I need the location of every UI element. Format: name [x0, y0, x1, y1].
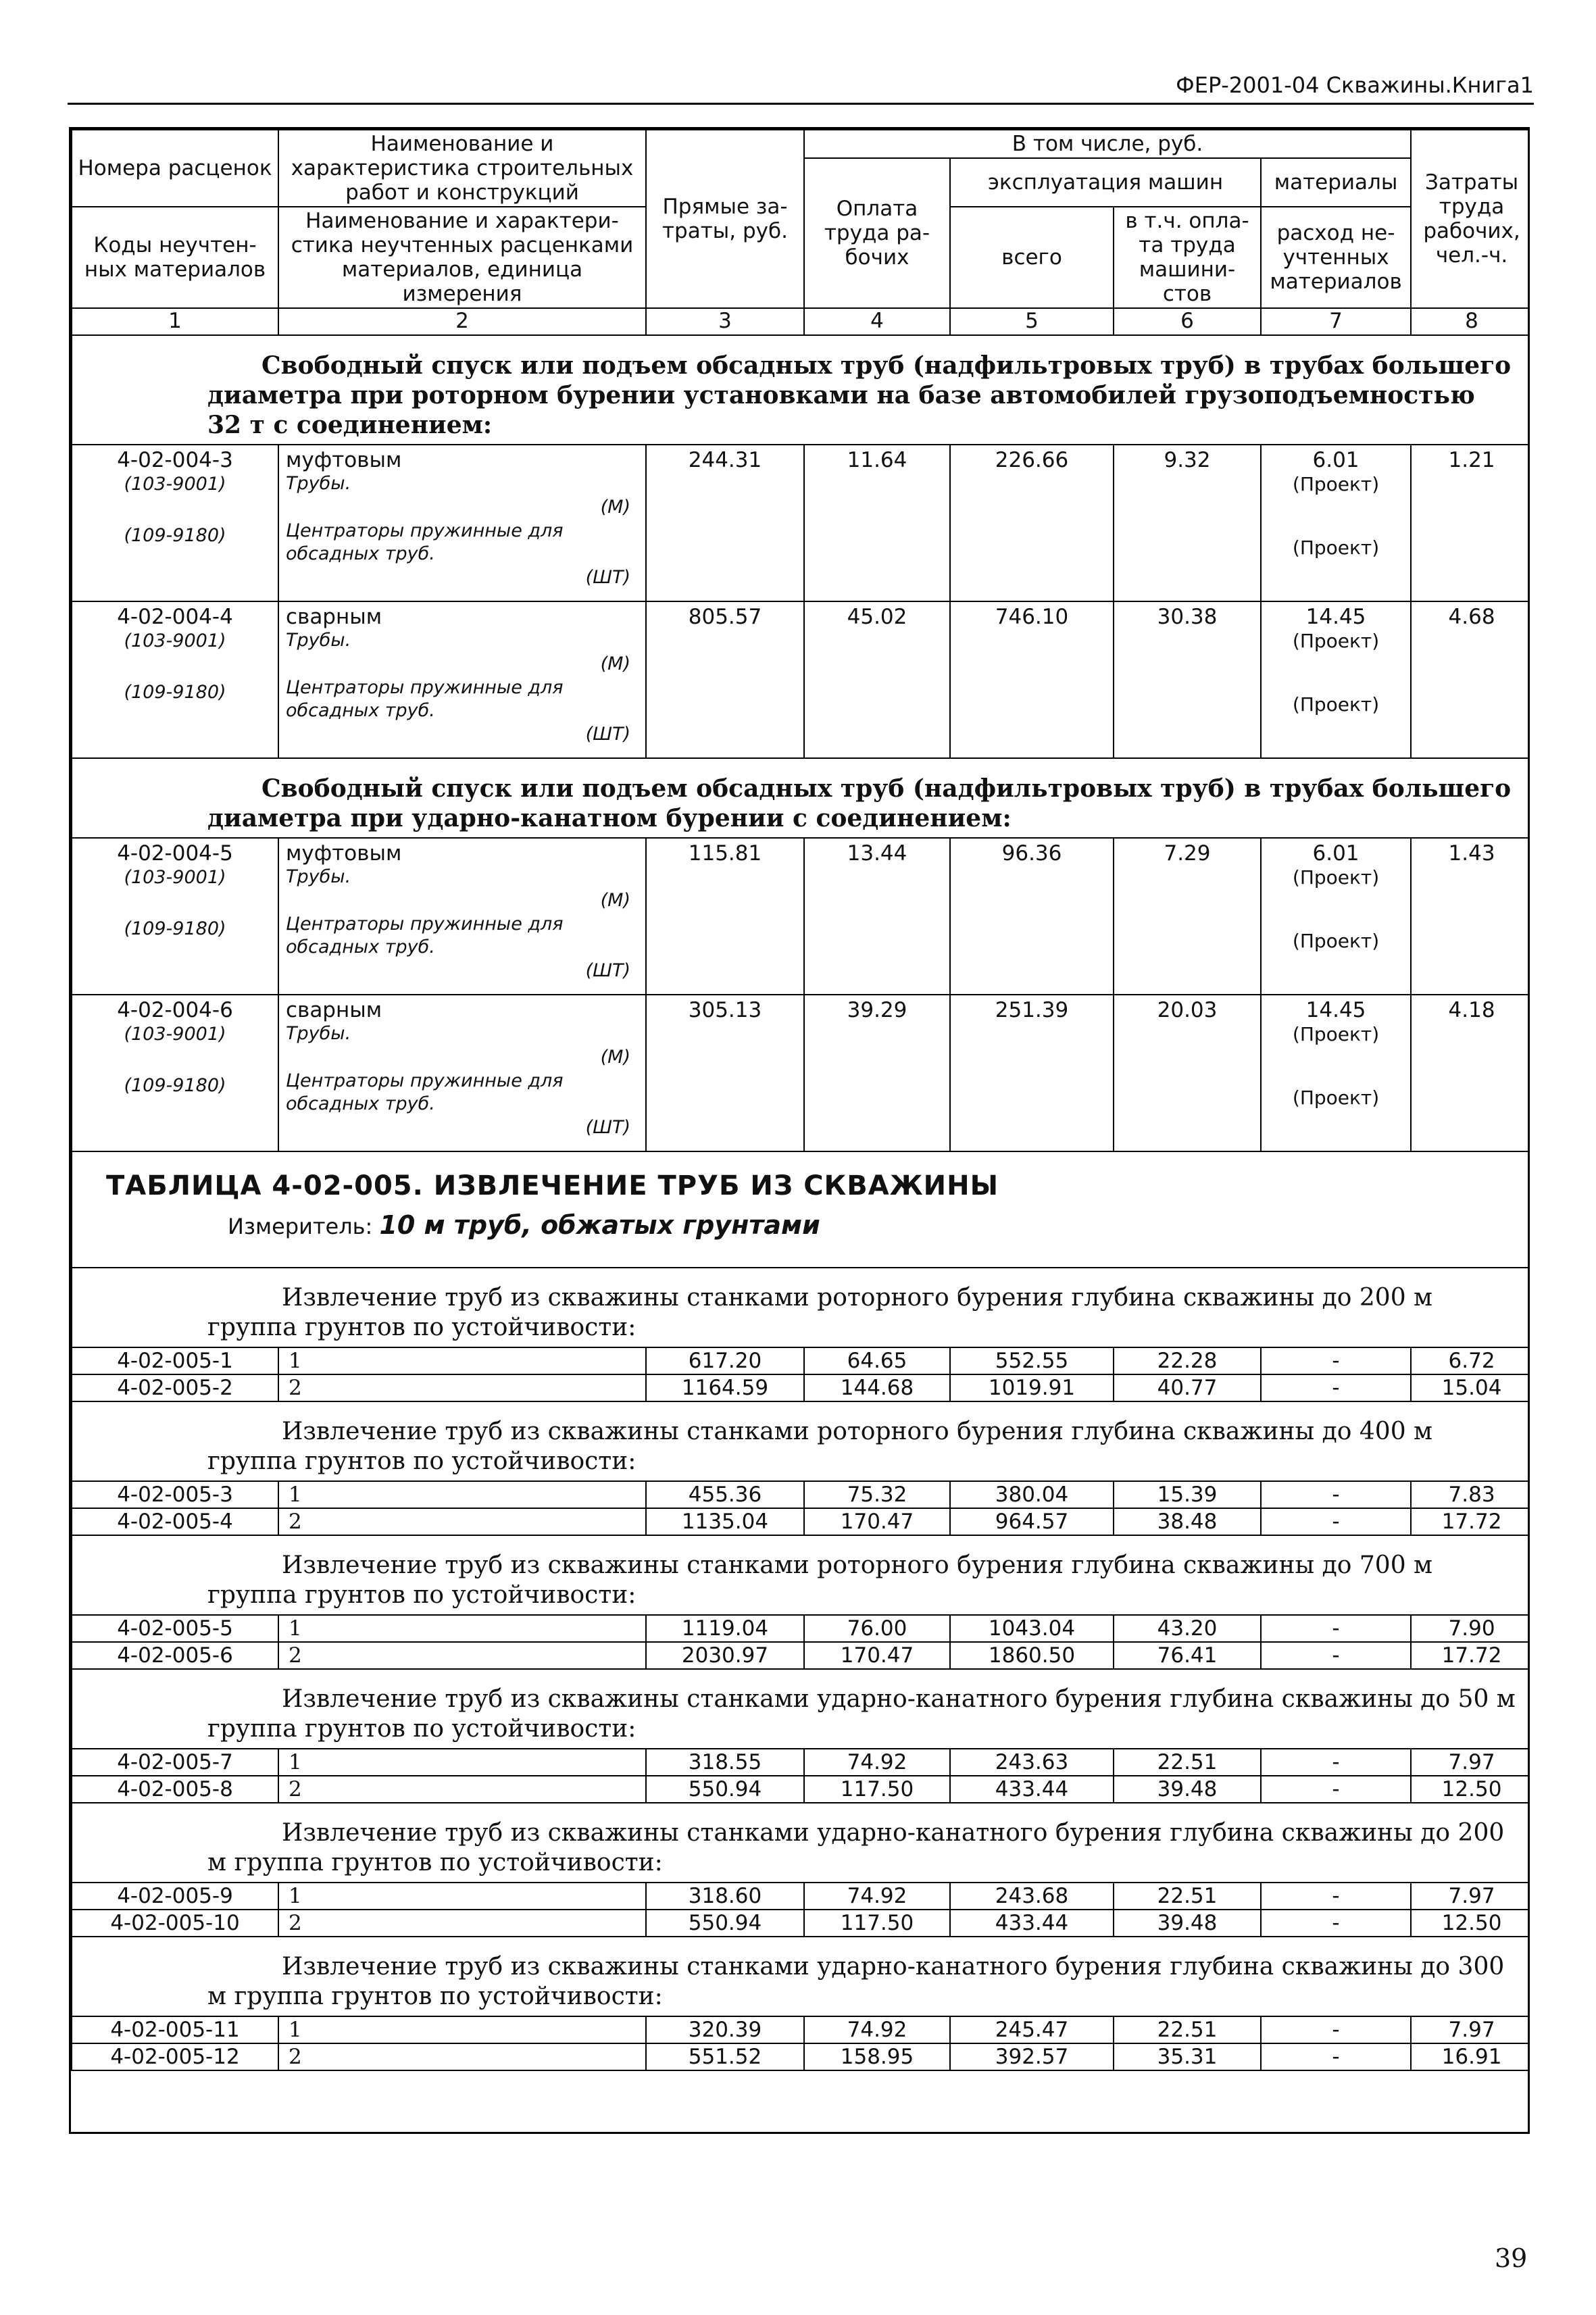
group-title-row — [72, 1669, 1530, 1749]
labor-hours: 12.50 — [1411, 1910, 1530, 1937]
machines-cost: 243.68 — [950, 1883, 1114, 1910]
rate-code: 4-02-005-11 — [72, 2016, 278, 2043]
group-title-row — [72, 1268, 1530, 1347]
material-code: (109-9180) — [124, 918, 226, 939]
rate-row — [72, 838, 1530, 995]
operators-cost: 76.41 — [1114, 1642, 1261, 1669]
materials-cost: 6.01 — [1312, 448, 1360, 472]
col-number: 4 — [804, 308, 950, 335]
column-numbers-row — [72, 308, 1530, 335]
rate-name: сварным — [286, 605, 382, 629]
material-code: (109-9180) — [124, 1075, 226, 1096]
material-code: (103-9001) — [124, 630, 226, 651]
labor-cost: 13.44 — [804, 838, 950, 995]
labor-cost: 39.29 — [804, 995, 950, 1151]
direct-cost: 244.31 — [646, 445, 804, 601]
rate-code: 4-02-004-4 — [117, 605, 233, 629]
labor-hours: 4.68 — [1411, 601, 1530, 758]
header-materials: материалы — [1261, 158, 1411, 207]
header-materials-consumption: расход не-учтенных материалов — [1261, 207, 1411, 308]
material-unit: (М) — [600, 653, 630, 674]
labor-hours: 17.72 — [1411, 1642, 1530, 1669]
soil-group: 1 — [278, 1347, 646, 1374]
rate-row — [72, 445, 1530, 601]
operators-cost: 22.51 — [1114, 1749, 1261, 1776]
group-title: Извлечение труб из скважины станками роторного бурения глубина скважины до 700 м группа грунтов по устойчивости: — [72, 1535, 1530, 1615]
materials-cost: 14.45 — [1305, 605, 1366, 629]
labor-cost: 117.50 — [804, 1910, 950, 1937]
soil-group: 1 — [278, 1615, 646, 1642]
project-note: (Проект) — [1292, 1023, 1380, 1045]
rate-code: 4-02-004-6 — [117, 998, 233, 1022]
header-name: Наименование и характеристика строительных работ и конструкций — [278, 130, 646, 207]
operators-cost: 40.77 — [1114, 1374, 1261, 1401]
soil-group: 2 — [278, 1508, 646, 1535]
labor-cost: 74.92 — [804, 1749, 950, 1776]
header-labor: Оплата труда ра-бочих — [804, 158, 950, 308]
rates-table-frame — [69, 127, 1530, 2134]
section-title-row — [72, 335, 1530, 445]
table-row — [72, 1883, 1530, 1910]
material-code: (103-9001) — [124, 867, 226, 888]
materials-cost: - — [1261, 1508, 1411, 1535]
direct-cost: 551.52 — [646, 2043, 804, 2070]
direct-cost: 617.20 — [646, 1347, 804, 1374]
table-title: ТАБЛИЦА 4-02-005. ИЗВЛЕЧЕНИЕ ТРУБ ИЗ СКВАЖИНЫ — [106, 1170, 999, 1201]
col-number: 3 — [646, 308, 804, 335]
measure-value: 10 м труб, обжатых грунтами — [379, 1210, 820, 1240]
soil-group: 1 — [278, 2016, 646, 2043]
header-group: В том числе, руб. — [804, 130, 1411, 158]
machines-cost: 964.57 — [950, 1508, 1114, 1535]
soil-group: 2 — [278, 1776, 646, 1803]
table-row — [72, 1776, 1530, 1803]
labor-cost: 11.64 — [804, 445, 950, 601]
materials-cost: - — [1261, 2016, 1411, 2043]
group-title-row — [72, 1535, 1530, 1615]
material-unit: (ШТ) — [585, 724, 630, 745]
project-note: (Проект) — [1292, 1087, 1380, 1109]
materials-cost: - — [1261, 1776, 1411, 1803]
operators-cost: 22.28 — [1114, 1347, 1261, 1374]
group-title-row — [72, 1937, 1530, 2016]
operators-cost: 30.38 — [1114, 601, 1261, 758]
rate-code: 4-02-005-6 — [72, 1642, 278, 1669]
operators-cost: 9.32 — [1114, 445, 1261, 601]
direct-cost: 320.39 — [646, 2016, 804, 2043]
material-name: Трубы. — [286, 473, 351, 494]
operators-cost: 15.39 — [1114, 1481, 1261, 1508]
labor-hours: 7.83 — [1411, 1481, 1530, 1508]
material-unit: (ШТ) — [585, 1117, 630, 1138]
table-row — [72, 1749, 1530, 1776]
rate-code: 4-02-004-5 — [117, 841, 233, 866]
group-title: Извлечение труб из скважины станками ударно-канатного бурения глубина скважины до 300 м группа грунтов по устойчивости: — [72, 1937, 1530, 2016]
group-title-row — [72, 1401, 1530, 1481]
direct-cost: 805.57 — [646, 601, 804, 758]
measure-label: Измеритель: — [228, 1214, 373, 1239]
page-header — [68, 70, 1534, 105]
labor-hours: 7.97 — [1411, 1749, 1530, 1776]
col-number: 5 — [950, 308, 1114, 335]
soil-group: 2 — [278, 1374, 646, 1401]
machines-cost: 433.44 — [950, 1776, 1114, 1803]
col-number: 8 — [1411, 308, 1530, 335]
material-code: (103-9001) — [124, 1024, 226, 1045]
labor-hours: 17.72 — [1411, 1508, 1530, 1535]
table-row — [72, 1910, 1530, 1937]
material-unit: (М) — [600, 890, 630, 911]
project-note: (Проект) — [1292, 630, 1380, 652]
group-title-row — [72, 1803, 1530, 1883]
materials-cost: 14.45 — [1305, 998, 1366, 1022]
project-note: (Проект) — [1292, 930, 1380, 952]
book-title: ФЕР-2001-04 Скважины.Книга1 — [1176, 72, 1534, 98]
labor-hours: 7.97 — [1411, 2016, 1530, 2043]
col-number: 7 — [1261, 308, 1411, 335]
labor-cost: 144.68 — [804, 1374, 950, 1401]
page-number: 39 — [1495, 2243, 1528, 2273]
operators-cost: 39.48 — [1114, 1910, 1261, 1937]
operators-cost: 38.48 — [1114, 1508, 1261, 1535]
labor-cost: 75.32 — [804, 1481, 950, 1508]
material-name: Центраторы пружинные для обсадных труб. — [286, 914, 564, 957]
section-title: Свободный спуск или подъем обсадных труб (надфильтровых труб) в трубах большего диаметра при роторном бурении установками на базе автомобилей грузоподъемностью 32 т с соединением: — [72, 335, 1530, 445]
operators-cost: 20.03 — [1114, 995, 1261, 1151]
labor-hours: 12.50 — [1411, 1776, 1530, 1803]
section-title: Свободный спуск или подъем обсадных труб (надфильтровых труб) в трубах большего диаметра при ударно-канатном бурении с соединением: — [72, 758, 1530, 838]
machines-cost: 1043.04 — [950, 1615, 1114, 1642]
rate-code: 4-02-005-8 — [72, 1776, 278, 1803]
col-number: 6 — [1114, 308, 1261, 335]
group-title: Извлечение труб из скважины станками ударно-канатного бурения глубина скважины до 50 м группа грунтов по устойчивости: — [72, 1669, 1530, 1749]
table-row — [72, 1615, 1530, 1642]
machines-cost: 392.57 — [950, 2043, 1114, 2070]
rate-row — [72, 601, 1530, 758]
machines-cost: 552.55 — [950, 1347, 1114, 1374]
header-machines-total: всего — [950, 207, 1114, 308]
direct-cost: 550.94 — [646, 1776, 804, 1803]
labor-cost: 64.65 — [804, 1347, 950, 1374]
labor-hours: 1.43 — [1411, 838, 1530, 995]
labor-cost: 158.95 — [804, 2043, 950, 2070]
labor-hours: 1.21 — [1411, 445, 1530, 601]
header-direct: Прямые за-траты, руб. — [646, 130, 804, 308]
labor-hours: 15.04 — [1411, 1374, 1530, 1401]
material-name: Трубы. — [286, 866, 351, 887]
materials-cost: - — [1261, 2043, 1411, 2070]
rate-code: 4-02-005-2 — [72, 1374, 278, 1401]
operators-cost: 22.51 — [1114, 1883, 1261, 1910]
material-code: (103-9001) — [124, 474, 226, 495]
header-codes-unaccounted: Коды неучтен-ных материалов — [72, 207, 278, 308]
section-title-row — [72, 758, 1530, 838]
labor-hours: 6.72 — [1411, 1347, 1530, 1374]
labor-cost: 170.47 — [804, 1642, 950, 1669]
soil-group: 2 — [278, 2043, 646, 2070]
material-name: Центраторы пружинные для обсадных труб. — [286, 1070, 564, 1114]
rate-code: 4-02-005-12 — [72, 2043, 278, 2070]
material-unit: (ШТ) — [585, 567, 630, 588]
direct-cost: 115.81 — [646, 838, 804, 995]
table-row — [72, 1374, 1530, 1401]
machines-cost: 243.63 — [950, 1749, 1114, 1776]
operators-cost: 7.29 — [1114, 838, 1261, 995]
labor-cost: 117.50 — [804, 1776, 950, 1803]
direct-cost: 455.36 — [646, 1481, 804, 1508]
soil-group: 2 — [278, 1642, 646, 1669]
materials-cost: - — [1261, 1347, 1411, 1374]
machines-cost: 433.44 — [950, 1910, 1114, 1937]
project-note: (Проект) — [1292, 473, 1380, 495]
table-row — [72, 1508, 1530, 1535]
table-title-row — [72, 1151, 1530, 1268]
rates-table — [71, 129, 1530, 2071]
operators-cost: 39.48 — [1114, 1776, 1261, 1803]
materials-cost: - — [1261, 1615, 1411, 1642]
header-machines: эксплуатация машин — [950, 158, 1261, 207]
rate-code: 4-02-005-1 — [72, 1347, 278, 1374]
materials-cost: - — [1261, 1910, 1411, 1937]
machines-cost: 96.36 — [950, 838, 1114, 995]
direct-cost: 305.13 — [646, 995, 804, 1151]
direct-cost: 318.60 — [646, 1883, 804, 1910]
header-hours: Затраты труда рабочих, чел.-ч. — [1411, 130, 1530, 308]
materials-cost: - — [1261, 1374, 1411, 1401]
header-code: Номера расценок — [72, 130, 278, 207]
material-unit: (ШТ) — [585, 960, 630, 981]
col-number: 2 — [278, 308, 646, 335]
material-name: Трубы. — [286, 630, 351, 651]
rate-row — [72, 995, 1530, 1151]
header-name-unaccounted: Наименование и характери-стика неучтенных расценками материалов, единица измерения — [278, 207, 646, 308]
rate-name: муфтовым — [286, 841, 402, 866]
rate-code: 4-02-005-9 — [72, 1883, 278, 1910]
labor-hours: 7.97 — [1411, 1883, 1530, 1910]
machines-cost: 245.47 — [950, 2016, 1114, 2043]
materials-cost: 6.01 — [1312, 841, 1360, 866]
group-title: Извлечение труб из скважины станками роторного бурения глубина скважины до 400 м группа грунтов по устойчивости: — [72, 1401, 1530, 1481]
rate-code: 4-02-005-5 — [72, 1615, 278, 1642]
project-note: (Проект) — [1292, 693, 1380, 716]
rate-code: 4-02-004-3 — [117, 448, 233, 472]
machines-cost: 1019.91 — [950, 1374, 1114, 1401]
material-name: Центраторы пружинные для обсадных труб. — [286, 677, 564, 721]
materials-cost: - — [1261, 1749, 1411, 1776]
materials-cost: - — [1261, 1642, 1411, 1669]
rate-name: муфтовым — [286, 448, 402, 472]
machines-cost: 251.39 — [950, 995, 1114, 1151]
labor-hours: 4.18 — [1411, 995, 1530, 1151]
group-title: Извлечение труб из скважины станками ударно-канатного бурения глубина скважины до 200 м группа грунтов по устойчивости: — [72, 1803, 1530, 1883]
soil-group: 1 — [278, 1883, 646, 1910]
table-row — [72, 1347, 1530, 1374]
header-operators: в т.ч. опла-та труда машини-стов — [1114, 207, 1261, 308]
soil-group: 1 — [278, 1749, 646, 1776]
table-row — [72, 1642, 1530, 1669]
table-row — [72, 2043, 1530, 2070]
direct-cost: 318.55 — [646, 1749, 804, 1776]
materials-cost: - — [1261, 1883, 1411, 1910]
labor-cost: 74.92 — [804, 2016, 950, 2043]
material-unit: (М) — [600, 1047, 630, 1068]
direct-cost: 1119.04 — [646, 1615, 804, 1642]
table-row — [72, 2016, 1530, 2043]
labor-cost: 74.92 — [804, 1883, 950, 1910]
rate-name: сварным — [286, 998, 382, 1022]
material-code: (109-9180) — [124, 682, 226, 703]
table-row — [72, 1481, 1530, 1508]
header-row-1 — [72, 130, 1530, 158]
direct-cost: 550.94 — [646, 1910, 804, 1937]
machines-cost: 746.10 — [950, 601, 1114, 758]
material-unit: (М) — [600, 497, 630, 518]
col-number: 1 — [72, 308, 278, 335]
group-title: Извлечение труб из скважины станками роторного бурения глубина скважины до 200 м группа грунтов по устойчивости: — [72, 1268, 1530, 1347]
machines-cost: 1860.50 — [950, 1642, 1114, 1669]
operators-cost: 43.20 — [1114, 1615, 1261, 1642]
rate-code: 4-02-005-7 — [72, 1749, 278, 1776]
direct-cost: 1135.04 — [646, 1508, 804, 1535]
machines-cost: 380.04 — [950, 1481, 1114, 1508]
operators-cost: 22.51 — [1114, 2016, 1261, 2043]
soil-group: 2 — [278, 1910, 646, 1937]
labor-cost: 76.00 — [804, 1615, 950, 1642]
rate-code: 4-02-005-10 — [72, 1910, 278, 1937]
machines-cost: 226.66 — [950, 445, 1114, 601]
direct-cost: 2030.97 — [646, 1642, 804, 1669]
rate-code: 4-02-005-3 — [72, 1481, 278, 1508]
material-name: Трубы. — [286, 1023, 351, 1044]
labor-hours: 16.91 — [1411, 2043, 1530, 2070]
rate-code: 4-02-005-4 — [72, 1508, 278, 1535]
soil-group: 1 — [278, 1481, 646, 1508]
labor-hours: 7.90 — [1411, 1615, 1530, 1642]
labor-cost: 170.47 — [804, 1508, 950, 1535]
labor-cost: 45.02 — [804, 601, 950, 758]
materials-cost: - — [1261, 1481, 1411, 1508]
project-note: (Проект) — [1292, 537, 1380, 559]
operators-cost: 35.31 — [1114, 2043, 1261, 2070]
material-code: (109-9180) — [124, 525, 226, 546]
project-note: (Проект) — [1292, 866, 1380, 889]
direct-cost: 1164.59 — [646, 1374, 804, 1401]
material-name: Центраторы пружинные для обсадных труб. — [286, 520, 564, 564]
table-measure — [106, 1205, 1498, 1247]
